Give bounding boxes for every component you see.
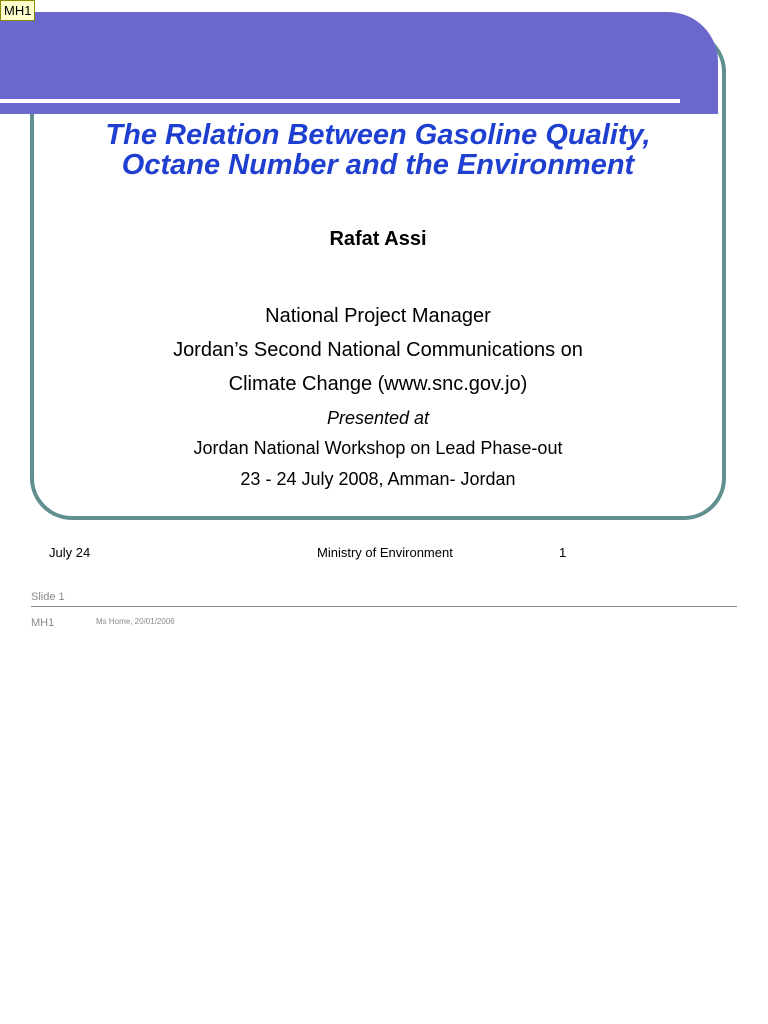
comment-marker[interactable]: MH1: [0, 0, 35, 21]
workshop-name: Jordan National Workshop on Lead Phase-out: [193, 438, 563, 458]
role-line-1: National Project Manager: [265, 305, 491, 327]
footer-organization: Ministry of Environment: [317, 545, 453, 560]
notes-comment-initials: MH1: [31, 617, 55, 629]
author-role: [30, 299, 726, 401]
notes-comment-author-date: Ms Home, 20/01/2006: [96, 617, 175, 626]
footer-page-number: 1: [559, 545, 567, 560]
notes-slide-label: Slide 1: [31, 591, 65, 603]
slide-content: [30, 120, 726, 495]
title-line-1: The Relation Between Gasoline Quality,: [105, 119, 651, 151]
author-name: Rafat Assi: [329, 228, 427, 250]
role-line-2: Jordan’s Second National Communications on: [173, 339, 583, 361]
title-line-2: Octane Number and the Environment: [121, 149, 635, 181]
presented-at-label: Presented at: [326, 408, 430, 428]
banner-divider: [0, 99, 680, 103]
role-line-3: Climate Change (www.snc.gov.jo): [228, 373, 528, 395]
footer-date: July 24: [49, 545, 91, 560]
slide-title: [30, 120, 726, 180]
workshop-date-place: 23 - 24 July 2008, Amman- Jordan: [240, 469, 516, 489]
notes-divider: [31, 606, 737, 607]
